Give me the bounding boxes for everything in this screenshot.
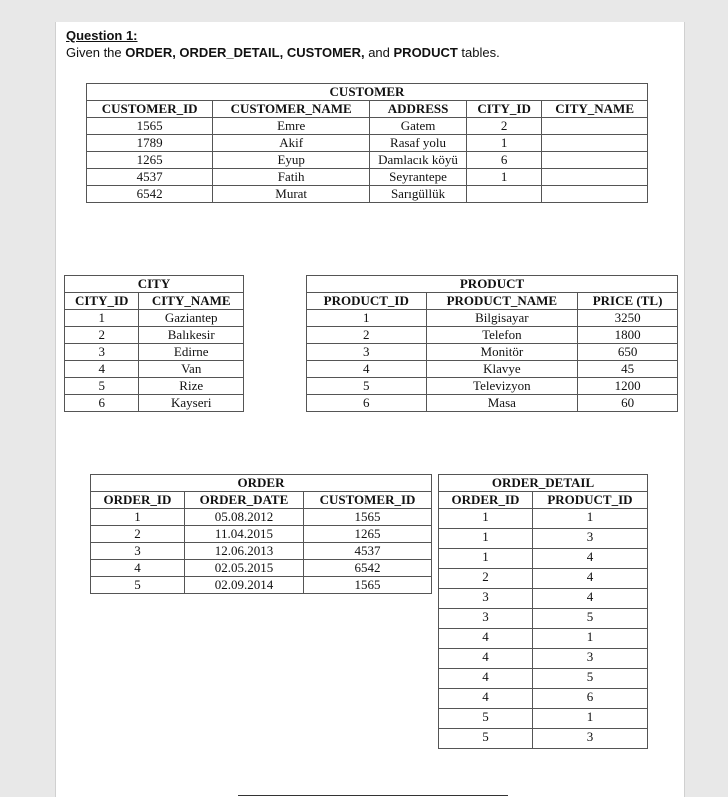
table-cell: 4 [532, 569, 647, 589]
table-cell: 6 [467, 152, 542, 169]
table-cell [467, 186, 542, 203]
table-row [439, 509, 648, 529]
table-cell: 4 [307, 361, 427, 378]
customer-caption: CUSTOMER [87, 84, 648, 101]
table-cell: 1265 [304, 526, 432, 543]
table-cell: 6542 [304, 560, 432, 577]
table-cell: 5 [65, 378, 139, 395]
order-detail-caption: ORDER_DETAIL [439, 475, 648, 492]
table-cell: 1789 [87, 135, 213, 152]
table-cell: 4537 [304, 543, 432, 560]
table-cell: 3 [532, 649, 647, 669]
intro-tables-1: ORDER, ORDER_DETAIL, CUSTOMER, [125, 45, 365, 60]
table-cell: 4 [439, 649, 533, 669]
table-cell: 3 [65, 344, 139, 361]
table-cell: 4 [439, 629, 533, 649]
table-cell: 3 [439, 609, 533, 629]
table-cell: 1565 [304, 577, 432, 594]
table-row [87, 118, 648, 135]
table-cell: Masa [426, 395, 578, 412]
table-cell: Emre [213, 118, 370, 135]
table-cell [542, 118, 648, 135]
table-cell: 1 [467, 135, 542, 152]
table-cell: 4537 [87, 169, 213, 186]
table-cell: Gatem [370, 118, 467, 135]
table-row [439, 529, 648, 549]
table-cell: 4 [532, 549, 647, 569]
table-row [87, 169, 648, 186]
table-row [439, 569, 648, 589]
table-cell: 3 [439, 589, 533, 609]
table-cell: 5 [307, 378, 427, 395]
table-cell: 11.04.2015 [184, 526, 303, 543]
order-caption: ORDER [91, 475, 432, 492]
city-caption: CITY [65, 276, 244, 293]
product-table [306, 275, 678, 412]
table-cell: Damlacık köyü [370, 152, 467, 169]
table-cell: 1 [439, 549, 533, 569]
table-cell: 5 [91, 577, 185, 594]
table-cell: Eyup [213, 152, 370, 169]
table-row [439, 629, 648, 649]
table-row [439, 549, 648, 569]
table-row [87, 135, 648, 152]
table-cell: 4 [439, 689, 533, 709]
table-cell: Kayseri [139, 395, 244, 412]
customer-header: CUSTOMER_NAME [213, 101, 370, 118]
table-row [91, 543, 432, 560]
table-cell: 3 [532, 529, 647, 549]
customer-header: CUSTOMER_ID [87, 101, 213, 118]
table-cell: 1800 [578, 327, 678, 344]
table-cell: 1 [65, 310, 139, 327]
table-cell: 2 [91, 526, 185, 543]
table-cell: 3 [91, 543, 185, 560]
table-cell: Fatih [213, 169, 370, 186]
bottom-rule [238, 795, 508, 796]
question-text [66, 45, 500, 60]
table-cell: 2 [467, 118, 542, 135]
table-row [439, 649, 648, 669]
table-cell: 1265 [87, 152, 213, 169]
table-cell: 2 [439, 569, 533, 589]
order-header: ORDER_ID [91, 492, 185, 509]
table-cell: 4 [91, 560, 185, 577]
table-cell: 4 [65, 361, 139, 378]
table-row [307, 344, 678, 361]
table-row [439, 589, 648, 609]
table-cell: 02.05.2015 [184, 560, 303, 577]
table-cell: Akif [213, 135, 370, 152]
table-cell: 5 [532, 609, 647, 629]
table-cell: 1 [532, 629, 647, 649]
table-row [87, 186, 648, 203]
table-cell: 1 [307, 310, 427, 327]
table-cell: 1200 [578, 378, 678, 395]
table-row [87, 152, 648, 169]
table-cell: 1 [532, 509, 647, 529]
table-cell: 6542 [87, 186, 213, 203]
intro-post: tables. [457, 45, 500, 60]
table-cell: Rasaf yolu [370, 135, 467, 152]
intro-pre: Given the [66, 45, 126, 60]
customer-table [86, 83, 648, 203]
table-cell: Sarıgüllük [370, 186, 467, 203]
table-row [439, 709, 648, 729]
table-row [91, 509, 432, 526]
table-cell: Telefon [426, 327, 578, 344]
table-row [91, 560, 432, 577]
table-row [439, 729, 648, 749]
table-cell [542, 169, 648, 186]
product-header: PRICE (TL) [578, 293, 678, 310]
order-table [90, 474, 432, 594]
table-cell: Murat [213, 186, 370, 203]
table-cell [542, 152, 648, 169]
intro-mid: and [364, 45, 394, 60]
table-cell: 4 [532, 589, 647, 609]
table-cell: Klavye [426, 361, 578, 378]
table-row [65, 378, 244, 395]
table-cell: 1 [91, 509, 185, 526]
order-header: CUSTOMER_ID [304, 492, 432, 509]
table-row [307, 395, 678, 412]
order-detail-table [438, 474, 648, 749]
table-cell: 6 [65, 395, 139, 412]
table-cell: Seyrantepe [370, 169, 467, 186]
table-cell: 2 [65, 327, 139, 344]
city-table [64, 275, 244, 412]
customer-header: ADDRESS [370, 101, 467, 118]
table-cell: 5 [439, 729, 533, 749]
document-page [55, 22, 685, 797]
table-cell: Van [139, 361, 244, 378]
table-cell: Rize [139, 378, 244, 395]
table-cell: 5 [532, 669, 647, 689]
order-detail-header: PRODUCT_ID [532, 492, 647, 509]
table-cell: 650 [578, 344, 678, 361]
product-header: PRODUCT_NAME [426, 293, 578, 310]
table-cell: 6 [532, 689, 647, 709]
table-row [439, 669, 648, 689]
table-row [65, 395, 244, 412]
table-row [307, 378, 678, 395]
table-cell: Gaziantep [139, 310, 244, 327]
order-detail-header: ORDER_ID [439, 492, 533, 509]
table-cell: 02.09.2014 [184, 577, 303, 594]
table-cell: 45 [578, 361, 678, 378]
table-row [307, 361, 678, 378]
table-cell: Monitör [426, 344, 578, 361]
table-cell [542, 135, 648, 152]
table-row [65, 344, 244, 361]
table-row [439, 609, 648, 629]
table-cell: Televizyon [426, 378, 578, 395]
table-cell [542, 186, 648, 203]
order-header: ORDER_DATE [184, 492, 303, 509]
table-row [307, 310, 678, 327]
table-cell: 1565 [304, 509, 432, 526]
table-cell: 2 [307, 327, 427, 344]
table-cell: 1 [439, 529, 533, 549]
table-cell: 60 [578, 395, 678, 412]
table-row [439, 689, 648, 709]
table-row [65, 310, 244, 327]
table-cell: 1 [439, 509, 533, 529]
table-row [65, 361, 244, 378]
product-caption: PRODUCT [307, 276, 678, 293]
table-cell: 1565 [87, 118, 213, 135]
table-cell: 05.08.2012 [184, 509, 303, 526]
table-cell: 1 [467, 169, 542, 186]
customer-header: CITY_NAME [542, 101, 648, 118]
table-row [65, 327, 244, 344]
table-cell: 12.06.2013 [184, 543, 303, 560]
table-cell: 3 [307, 344, 427, 361]
table-cell: Bilgisayar [426, 310, 578, 327]
table-cell: 3250 [578, 310, 678, 327]
table-row [91, 577, 432, 594]
city-header: CITY_NAME [139, 293, 244, 310]
city-header: CITY_ID [65, 293, 139, 310]
question-title: Question 1: [66, 28, 138, 43]
table-row [91, 526, 432, 543]
product-header: PRODUCT_ID [307, 293, 427, 310]
intro-tables-2: PRODUCT [393, 45, 458, 60]
table-cell: 6 [307, 395, 427, 412]
table-cell: 4 [439, 669, 533, 689]
table-cell: 5 [439, 709, 533, 729]
table-cell: 1 [532, 709, 647, 729]
table-cell: Balıkesir [139, 327, 244, 344]
table-cell: 3 [532, 729, 647, 749]
customer-header: CITY_ID [467, 101, 542, 118]
table-row [307, 327, 678, 344]
table-cell: Edirne [139, 344, 244, 361]
